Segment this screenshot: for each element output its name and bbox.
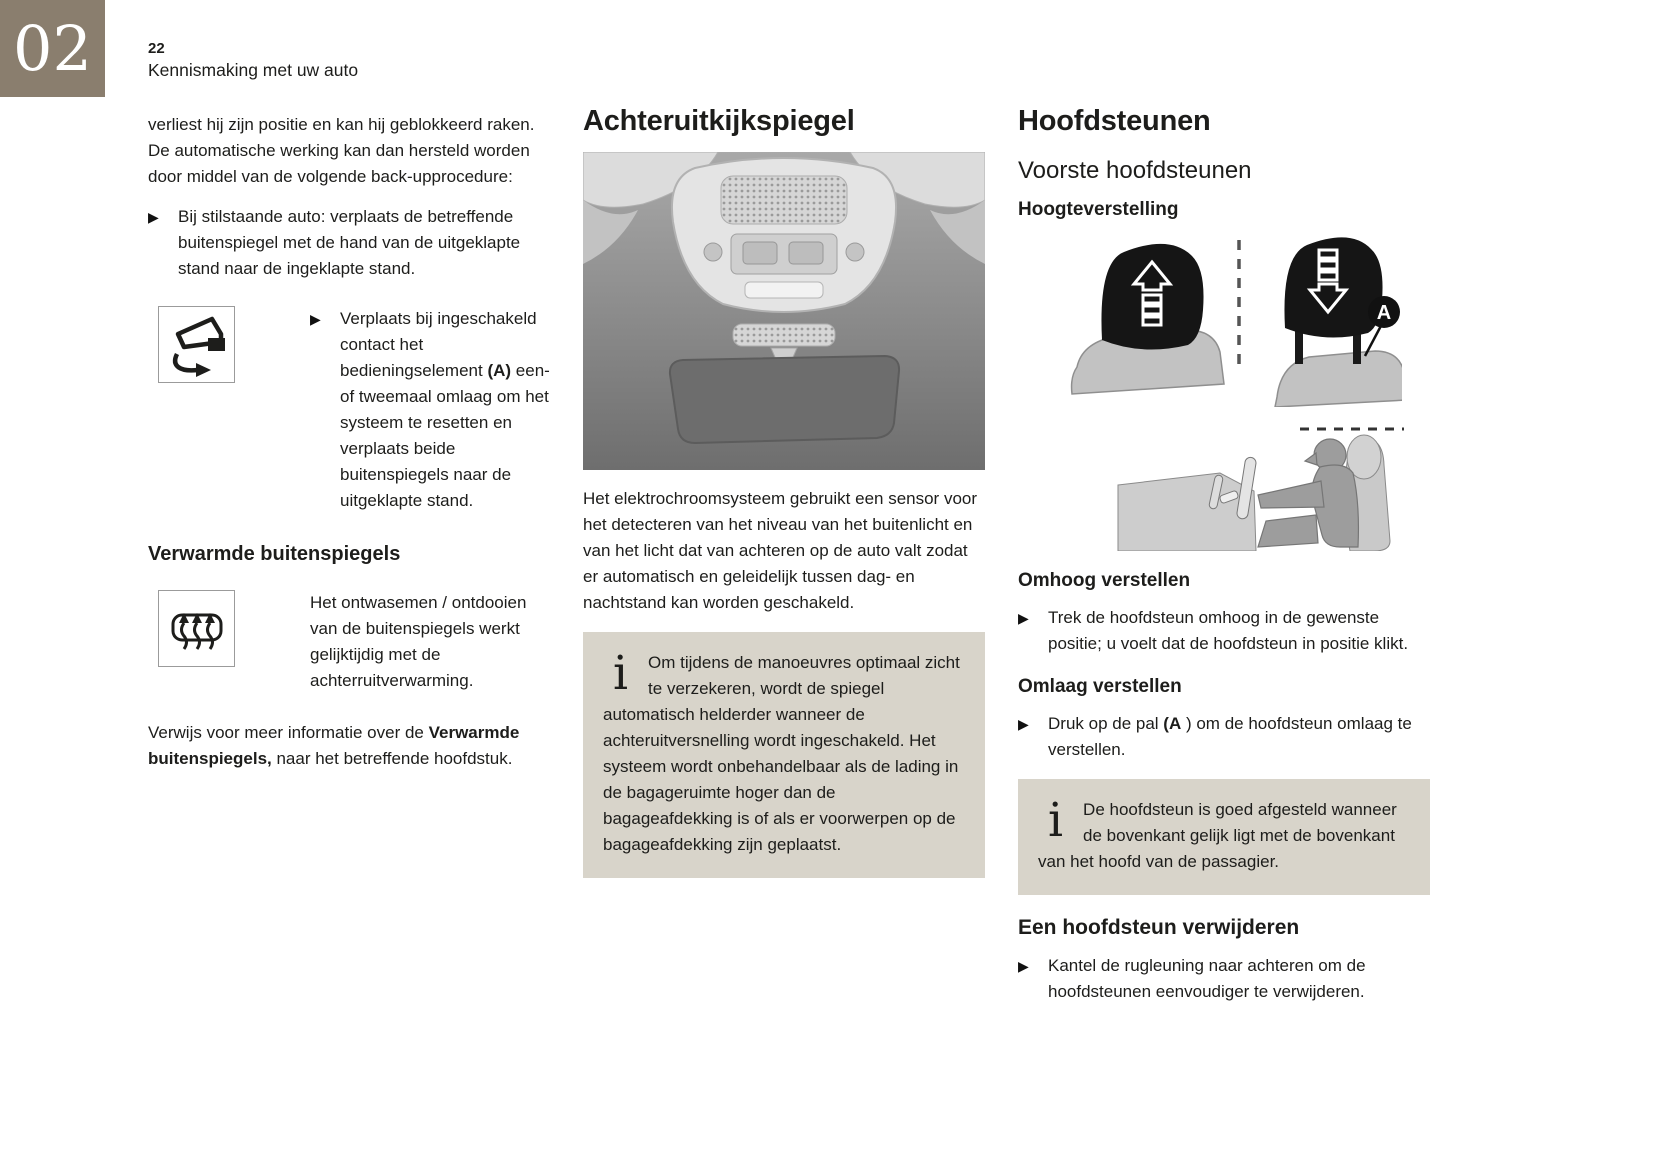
subsection-title: Voorste hoofdsteunen — [1018, 157, 1252, 184]
bullet-text-pre: Verplaats bij ingeschakeld contact het bedieningselement — [340, 309, 537, 380]
headrest-adjustment-illustration — [1042, 232, 1402, 407]
bullet-triangle-icon: ▶ — [1018, 958, 1029, 974]
info-icon: i — [613, 646, 629, 701]
heated-mirror-icon — [170, 605, 224, 653]
page-number: 22 — [148, 40, 165, 57]
page-header — [148, 40, 358, 81]
sub-heading: Omhoog verstellen — [1018, 570, 1191, 591]
bullet-item — [1018, 953, 1430, 1005]
chapter-title: Kennismaking met uw auto — [148, 60, 359, 80]
bullet-text — [340, 306, 550, 514]
section-title: Hoofdsteunen — [1018, 105, 1211, 137]
bullet-item — [1018, 605, 1430, 657]
bullet-text: Trek de hoofdsteun omhoog in de gewenste positie; u voelt dat de hoofdsteun in positie klikt. — [1048, 608, 1409, 653]
paragraph — [148, 720, 550, 772]
bullet-triangle-icon: ▶ — [1018, 610, 1029, 626]
callout-label-a: A — [1376, 302, 1392, 324]
bullet-item — [1018, 711, 1430, 763]
bullet-text-bold: (A) — [487, 361, 512, 380]
right-column — [1018, 104, 1430, 1005]
paragraph: verliest hij zijn positie en kan hij geblokkeerd raken. — [148, 115, 535, 134]
more-info-pre: Verwijs voor meer informatie over de — [148, 723, 429, 742]
mirror-fold-icon-box — [158, 306, 235, 383]
info-box — [583, 632, 985, 878]
driver-posture-illustration — [1108, 423, 1408, 551]
paragraph: Het elektrochroomsysteem gebruikt een sensor voor het detecteren van het niveau van het buitenlicht en van het licht dat van achteren op de auto valt zodat er automatisch en geleidelijk tussen dag- en nachtstand kan worden geschakeld. — [583, 489, 978, 612]
more-info-bold: Verwarmde buitenspiegels, — [148, 723, 520, 768]
paragraph: De automatische werking kan dan hersteld worden door middel van de volgende back-upprocedure: — [148, 141, 530, 186]
heated-mirror-row — [148, 590, 550, 694]
bullet-triangle-icon: ▶ — [1018, 716, 1029, 732]
bullet-item — [148, 204, 550, 282]
more-info-post: naar het betreffende hoofdstuk. — [271, 749, 513, 768]
sub-heading: Een hoofdsteun verwijderen — [1018, 916, 1300, 939]
info-text: De hoofdsteun is goed afgesteld wanneer de bovenkant gelijk ligt met de bovenkant van het hoofd van de passagier. — [1038, 800, 1397, 871]
heated-mirror-text: Het ontwasemen / ontdooien van de buitenspiegels werkt gelijktijdig met de achterruitverwarming. — [310, 593, 527, 690]
mirror-fold-icon — [168, 312, 226, 378]
bullet-text-pre: Druk op de pal — [1048, 714, 1164, 733]
bullet-text-post: een- of tweemaal omlaag om het systeem te resetten en verplaats beide buitenspiegels naar de uitgeklapte stand. — [340, 361, 550, 510]
bullet-text: Kantel de rugleuning naar achteren om de hoofdsteunen eenvoudiger te verwijderen. — [1048, 956, 1366, 1001]
left-column — [148, 112, 550, 772]
bullet-text-post: ) om de hoofdsteun omlaag te verstellen. — [1048, 714, 1412, 759]
sub-heading: Omlaag verstellen — [1018, 676, 1182, 697]
bullet-text — [1048, 711, 1430, 763]
bullet-text-bold: (A — [1163, 714, 1182, 733]
rearview-mirror-image — [583, 152, 985, 470]
middle-column — [583, 104, 985, 878]
section-title: Achteruitkijkspiegel — [583, 105, 855, 137]
bullet-triangle-icon: ▶ — [310, 311, 321, 327]
chapter-number: 02 — [13, 11, 92, 85]
info-text: Om tijdens de manoeuvres optimaal zicht te verzekeren, wordt de spiegel automatisch helderder wanneer de achteruitversnelling wordt ingeschakeld. Het systeem wordt onbehandelbaar als de lading in de bagageruimte hoger dan de bagageafdekking is of als er voorwerpen op de bagageafdekking zijn geplaatst. — [603, 653, 960, 854]
bullet-item — [310, 306, 550, 514]
mirror-fold-row — [148, 306, 550, 514]
info-icon: i — [1048, 793, 1064, 848]
chapter-tab — [0, 0, 105, 97]
heated-mirror-icon-box — [158, 590, 235, 667]
bullet-text: Bij stilstaande auto: verplaats de betreffende buitenspiegel met de hand van de uitgeklapte stand naar de ingeklapte stand. — [178, 207, 521, 278]
info-box — [1018, 779, 1430, 895]
section-heading: Verwarmde buitenspiegels — [148, 543, 401, 565]
bullet-triangle-icon: ▶ — [148, 209, 159, 225]
sub-heading: Hoogteverstelling — [1018, 199, 1179, 220]
